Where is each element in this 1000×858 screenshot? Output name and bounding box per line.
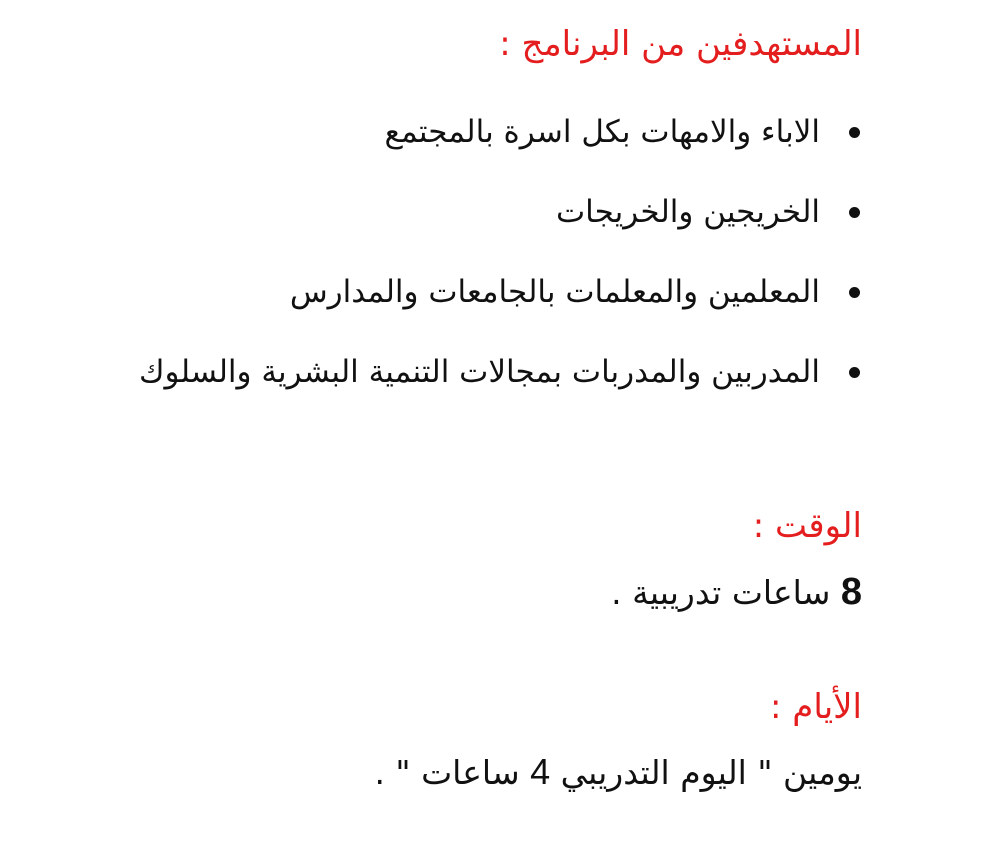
bullet-dot-icon: [849, 287, 860, 298]
days-text-before: يومين " اليوم التدريبي: [550, 753, 862, 792]
bullet-dot-icon: [849, 127, 860, 138]
list-item: [139, 252, 862, 332]
list-item-label: المدربين والمدربات بمجالات التنمية البشرية والسلوك: [139, 354, 820, 390]
daily-hours-value: 4: [530, 751, 551, 792]
list-item: [139, 332, 862, 412]
target-audience-list: [139, 92, 862, 412]
list-item-label: الاباء والامهات بكل اسرة بالمجتمع: [384, 114, 820, 150]
list-item: [139, 92, 862, 172]
list-item-label: المعلمين والمعلمات بالجامعات والمدارس: [289, 274, 820, 310]
days-text: [374, 750, 862, 793]
days-heading: الأيام :: [770, 687, 862, 727]
target-audience-heading: المستهدفين من البرنامج :: [499, 24, 862, 64]
time-text: [611, 570, 862, 616]
hours-value: 8: [840, 571, 862, 613]
hours-text: ساعات تدريبية .: [611, 573, 841, 612]
days-text-after: ساعات " .: [374, 753, 531, 792]
bullet-dot-icon: [849, 367, 860, 378]
list-item-label: الخريجين والخريجات: [555, 194, 820, 230]
list-item: [139, 172, 862, 252]
bullet-dot-icon: [849, 207, 860, 218]
time-heading: الوقت :: [752, 506, 862, 546]
